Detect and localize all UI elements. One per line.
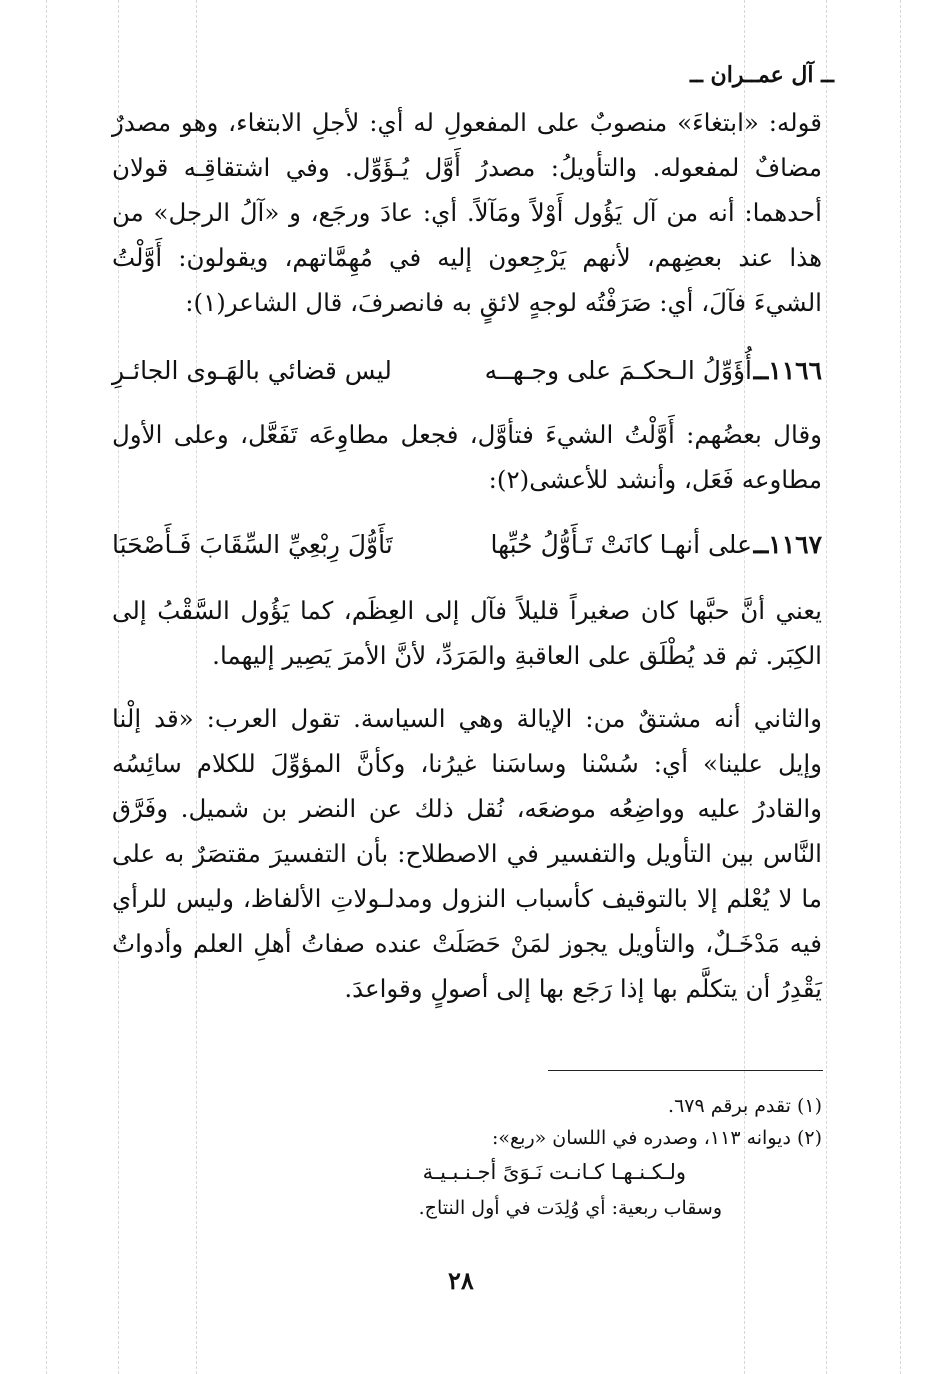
verse-number: ١١٦٧ــ <box>753 530 822 559</box>
paragraph-mutawaa: وقال بعضُهم: أَوَّلْتُ الشيءَ فتأوَّل، فجعل مطاوِعَه تَفَعَّل، وعلى الأول مطاوعه فَعَل، وأنشد للأعشى(٢): <box>112 420 822 494</box>
footnote-divider <box>548 1070 823 1071</box>
footnote-1: (١) تقدم برقم ٦٧٩. <box>668 1095 822 1117</box>
paragraph-derivation: قوله: «ابتغاءَ» منصوبٌ على المفعولِ له أي: لأجلِ الابتغاء، وهو مصدرٌ مضافٌ لمفعوله. والتأويلُ: مصدرُ أَوَّل يُـؤَوِّل. وفي اشتقاقِـه قولان أحدهما: أنه من آل يَؤُول أَوْلاً ومَآلاً. أي: عادَ ورجَع، و «آلُ الرجل» من هذا عند بعضِهم، لأنهم يَرْجِعون إليه في مُهِمَّاتهم، ويقولون: أَوَّلْتُ الشيءَ فآلَ، أي: صَرَفْتُه لوجهٍ لائقٍ به فانصرفَ، قال الشاعر(١): <box>112 108 822 317</box>
margin-guide-line <box>826 0 827 1374</box>
paragraph-second-derivation: والثاني أنه مشتقٌ من: الإيالة وهي السياسة. تقول العرب: «قد إلْنا وإيل علينا» أي: سُسْنا وساسَنا غيرُنا، وكأنَّ المؤوِّلَ للكلام سائِسُه والقادرُ عليه وواضِعُه موضعَه، نُقل ذلك عن النضر بن شميل. وفَرَّق النَّاس بين التأويل والتفسير في الاصطلاح: بأن التفسيرَ مقتصَرٌ به على ما لا يُعْلم إلا بالتوقيف كأسباب النزول ومدلـولاتِ الألفاظ، وليس للرأي فيه مَدْخَـلٌ، والتأويل يجوز لمَنْ حَصَلَتْ عنده صفاتُ أهلِ العلم وأدواتٌ يَقْدِرُ أن يتكلَّم بها إذا رَجَع بها إلى أصولٍ وقواعدَ. <box>112 704 822 1003</box>
verse-hemistich-second: ليس قضائي بالهَـوى الجائـرِ <box>112 356 392 385</box>
verse-hemistich-second: تَأَوُّلَ رِبْعِيِّ السِّقَابَ فَـأَصْحَبَا <box>112 530 393 559</box>
verse-hemistich-first: أُؤَوِّلُ الـحكـمَ على وجـهــه <box>484 356 752 385</box>
footnote-2: (٢) ديوانه ١١٣، وصدره في اللسان «ربع»: <box>492 1127 822 1149</box>
paragraph-explanation: يعني أنَّ حبَّها كان صغيراً قليلاً فآل إلى العِظَم، كما يَؤُول السَّقْبُ إلى الكِبَر. ثم قد يُطْلَق على العاقبةِ والمَرَدِّ، لأنَّ الأمرَ يَصِير إليهما. <box>112 596 822 670</box>
verse-number: ١١٦٦ــ <box>753 356 822 385</box>
verse-hemistich-first: على أنهـا كانَتْ تَـأَوُّلُ حُبِّها <box>490 530 752 559</box>
margin-guide-line <box>46 0 47 1374</box>
verse-1166 <box>112 356 822 396</box>
page-number: ٢٨ <box>448 1266 474 1295</box>
footnote-2-verse: ولـكـنـهـا كـانـت نَـوَىً أجـنـبـيـة <box>422 1160 686 1184</box>
running-header: ــ آل عمــران ــ <box>690 62 834 88</box>
footnote-2-note: وسقاب ربعية: أي وُلِدَت في أول النتاج. <box>418 1197 722 1219</box>
margin-guide-line <box>900 0 901 1374</box>
verse-1167 <box>112 530 822 570</box>
